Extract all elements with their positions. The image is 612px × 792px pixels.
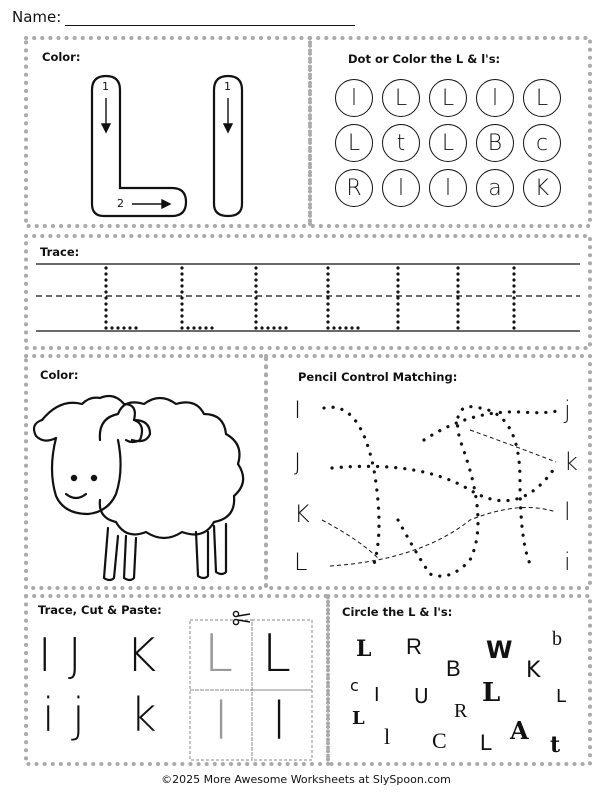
circle-letter[interactable]: L: [356, 636, 372, 662]
circle-letter[interactable]: B: [446, 656, 461, 681]
dot-color-label: Dot or Color the L & l's:: [348, 52, 501, 66]
dot-circle[interactable]: B: [476, 124, 514, 162]
cut-paste-answer-lower: l: [272, 692, 287, 752]
match-left-letter: J: [294, 448, 302, 476]
dot-circle[interactable]: L: [523, 79, 561, 117]
scissors-icon: [233, 611, 250, 624]
match-right-letter: j: [564, 396, 571, 424]
match-right-letter: k: [564, 448, 578, 476]
dot-circle[interactable]: l: [429, 169, 467, 207]
circle-letter[interactable]: b: [552, 628, 562, 650]
dot-circle[interactable]: K: [523, 169, 561, 207]
circle-letter[interactable]: C: [432, 728, 447, 753]
stroke-number-L-down: 1: [102, 80, 109, 93]
dot-circle[interactable]: L: [429, 79, 467, 117]
cut-paste-lower: i: [42, 688, 55, 742]
dot-circle[interactable]: L: [382, 79, 420, 117]
circle-letter[interactable]: W: [486, 636, 513, 664]
circle-letter[interactable]: R: [406, 634, 422, 659]
circle-letter[interactable]: L: [556, 686, 567, 707]
cut-paste-upper: I: [38, 628, 52, 682]
match-left-letter: K: [294, 500, 310, 528]
circle-letter[interactable]: L: [480, 730, 493, 755]
color-bottom-label: Color:: [40, 368, 79, 382]
match-left-letter: L: [294, 548, 308, 576]
dot-circle[interactable]: l: [335, 79, 373, 117]
cut-paste-lower: k: [130, 688, 157, 742]
circle-letter[interactable]: I: [374, 684, 380, 706]
dot-circle[interactable]: l: [476, 79, 514, 117]
circle-letter[interactable]: c: [350, 676, 359, 695]
circle-label: Circle the L & l's:: [342, 605, 453, 619]
name-label: Name:: [12, 8, 62, 26]
dot-circle[interactable]: L: [335, 124, 373, 162]
footer-text: ©2025 More Awesome Worksheets at SlySpoon.com: [161, 773, 451, 786]
circle-letter[interactable]: A: [510, 716, 529, 745]
circle-letter[interactable]: L: [352, 708, 365, 729]
cut-paste-label: Trace, Cut & Paste:: [38, 603, 162, 617]
dot-circle[interactable]: R: [335, 169, 373, 207]
stroke-number-L-across: 2: [117, 197, 124, 210]
circle-letter[interactable]: t: [550, 732, 561, 758]
circle-letter[interactable]: L: [482, 678, 501, 708]
match-right-letter: l: [564, 498, 571, 526]
dot-circle[interactable]: l: [382, 169, 420, 207]
circle-letter[interactable]: l: [384, 724, 391, 749]
circle-letter[interactable]: R: [454, 700, 468, 722]
dot-circle[interactable]: t: [382, 124, 420, 162]
match-right-letter: i: [564, 548, 571, 576]
dot-circle[interactable]: a: [476, 169, 514, 207]
cut-paste-upper: K: [126, 628, 157, 682]
cut-paste-trace-upper: L: [204, 624, 233, 684]
color-top-label: Color:: [42, 50, 81, 64]
trace-label: Trace:: [40, 245, 80, 259]
pencil-label: Pencil Control Matching:: [298, 370, 458, 384]
cut-paste-trace-lower: l: [214, 692, 229, 752]
match-left-letter: I: [294, 396, 302, 424]
dot-circle[interactable]: c: [523, 124, 561, 162]
cut-paste-answer-upper: L: [262, 624, 291, 684]
stroke-number-l-down: 1: [224, 80, 231, 93]
cut-paste-upper: J: [68, 628, 82, 682]
cut-paste-lower: j: [72, 688, 85, 742]
circle-letter[interactable]: U: [414, 684, 429, 708]
circle-letter[interactable]: K: [526, 658, 541, 683]
dot-circle[interactable]: L: [429, 124, 467, 162]
